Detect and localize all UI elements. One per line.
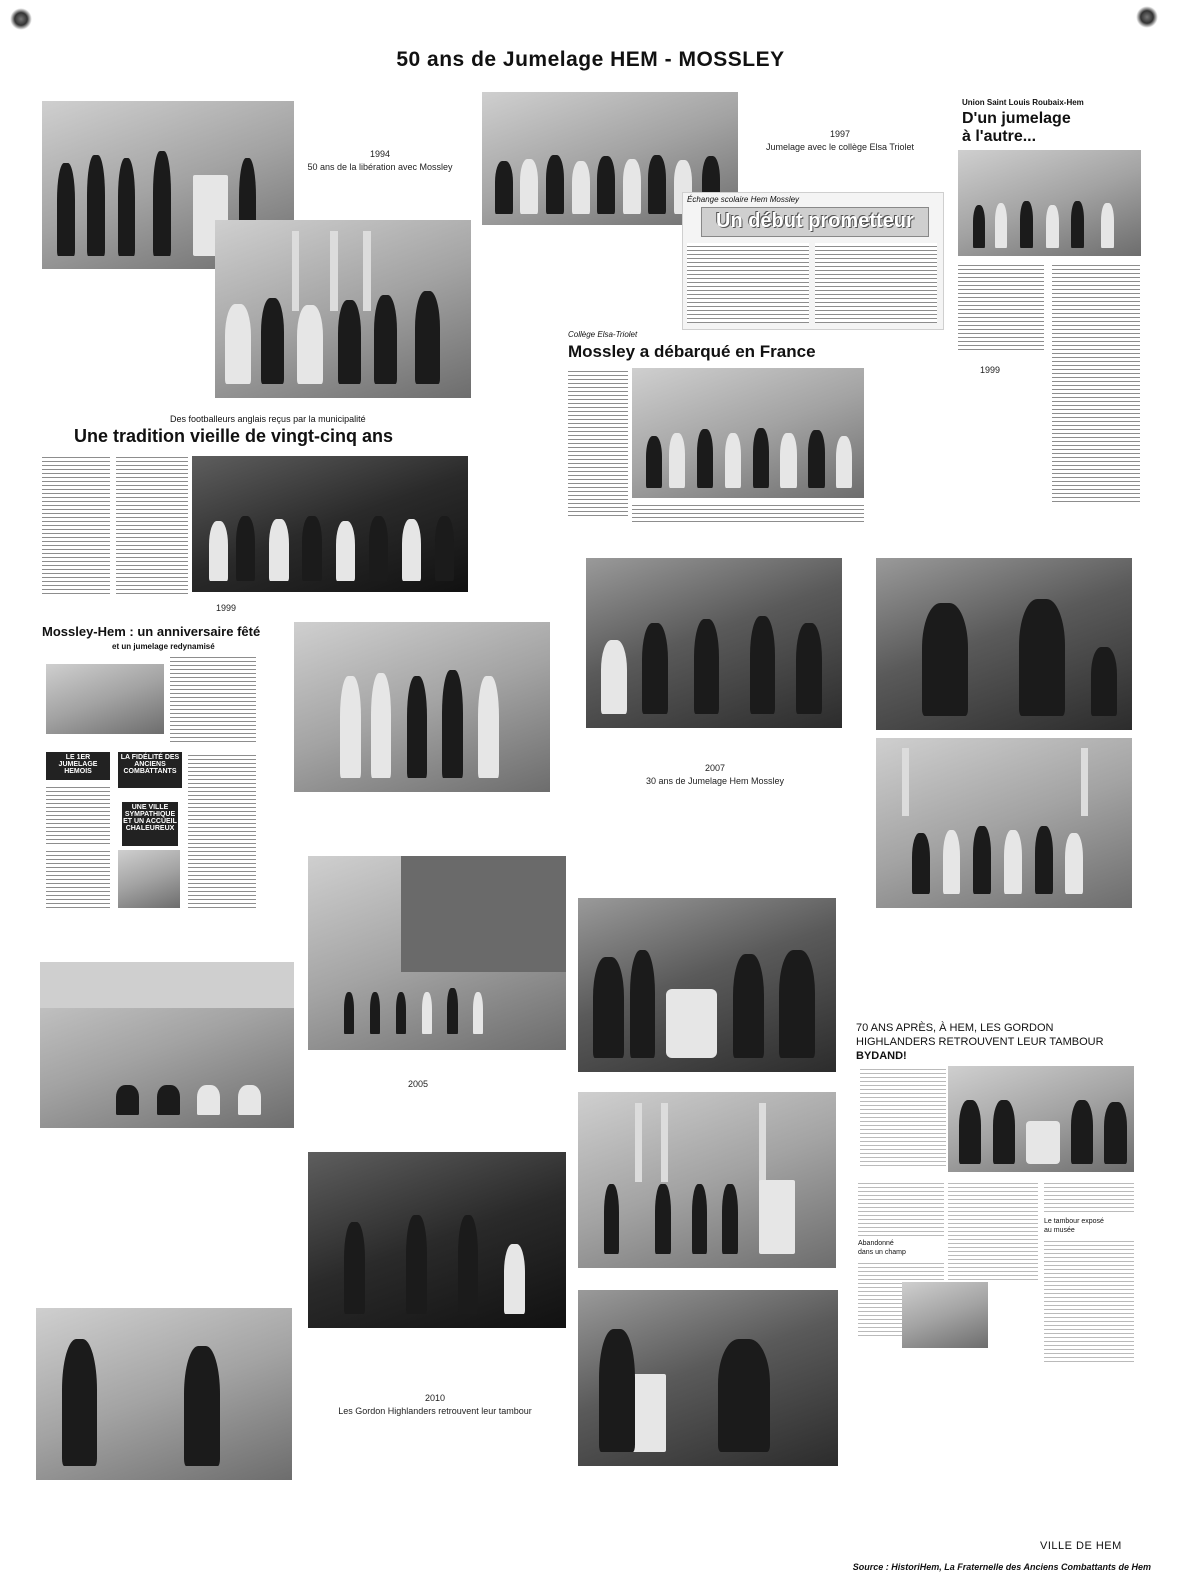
photo-footballers [192, 456, 468, 592]
caption-year: 1999 [215, 603, 237, 613]
clipping-echange-scolaire [682, 192, 944, 330]
photo-1994-veterans [215, 220, 471, 398]
photo-gordon-drum [902, 1282, 988, 1348]
clipping-headline: HIGHLANDERS RETROUVENT LEUR TAMBOUR [856, 1036, 1104, 1048]
photo-usl-team [958, 150, 1141, 256]
clipping-headline: à l'autre... [962, 128, 1037, 145]
clipping-box: LE 1ER JUMELAGE HEMOIS [46, 752, 110, 780]
photo-2010-drummer [36, 1308, 292, 1480]
clipping-headline: Une tradition vieille de vingt-cinq ans [74, 426, 394, 446]
pin-icon [1136, 6, 1158, 28]
caption-year: 2005 [407, 1079, 429, 1089]
ville-de-hem-logo: VILLE DE HEM [1040, 1540, 1122, 1552]
caption-text: Les Gordon Highlanders retrouvent leur tambour [338, 1406, 532, 1416]
photo-gordon-article [948, 1066, 1134, 1172]
photo-2007-group [876, 738, 1132, 908]
photo-gordon-drum-presentation [578, 898, 836, 1072]
clipping-headline: Un début prometteur [716, 210, 914, 232]
caption-year: 2010 [424, 1393, 446, 1403]
caption-year: 1999 [979, 365, 1001, 375]
caption-text: 50 ans de la libération avec Mossley [307, 162, 453, 172]
caption-year: 1997 [829, 129, 851, 139]
clipping-headline: Mossley a débarqué en France [568, 342, 816, 361]
photo-2005-cricket [40, 962, 294, 1128]
photo-2007-officials [876, 558, 1132, 730]
clipping-football-text [116, 454, 188, 594]
clipping-headline-box [701, 207, 929, 237]
clipping-mossley-hem [42, 624, 260, 910]
clipping-kicker: Des footballeurs anglais reçus par la municipalité [170, 414, 366, 424]
clipping-box: LA FIDÉLITÉ DES ANCIENS COMBATTANTS [118, 752, 182, 788]
clipping-subhead: et un jumelage redynamisé [112, 642, 215, 651]
clipping-kicker: Collège Elsa-Triolet [568, 330, 638, 339]
clipping-headline: 70 ANS APRÈS, À HEM, LES GORDON [856, 1022, 1054, 1034]
photo-mossley-town [46, 664, 164, 734]
photo-2010-pipers [308, 1152, 566, 1328]
clipping-subhead: dans un champ [858, 1249, 906, 1256]
photo-gordon-certificate [578, 1290, 838, 1466]
clipping-elsa-triolet [566, 330, 866, 526]
clipping-union-saint-louis [956, 94, 1146, 504]
photo-morris-men [294, 622, 550, 792]
clipping-subhead: Le tambour exposé [1044, 1218, 1104, 1225]
pin-icon [10, 8, 32, 30]
caption-text: 30 ans de Jumelage Hem Mossley [645, 776, 785, 786]
clipping-headline: D'un jumelage [962, 110, 1071, 127]
clipping-kicker: Union Saint Louis Roubaix-Hem [962, 98, 1084, 107]
clipping-box: UNE VILLE SYMPATHIQUE ET UN ACCUEIL CHALEUREUX [122, 802, 178, 846]
caption-year: 2007 [704, 763, 726, 773]
photo-2005-parade [308, 856, 566, 1050]
caption-year: 1994 [369, 149, 391, 159]
photo-2007-mayors [586, 558, 842, 728]
clipping-gordon-highlanders [848, 1020, 1140, 1372]
clipping-subhead: au musée [1044, 1227, 1075, 1234]
photo-gordon-ceremony [578, 1092, 836, 1268]
clipping-kicker: Échange scolaire Hem Mossley [687, 195, 800, 204]
caption-text: Jumelage avec le collège Elsa Triolet [765, 142, 915, 152]
clipping-headline: Mossley-Hem : un anniversaire fêté [42, 624, 260, 639]
photo-mossley-street [118, 850, 180, 908]
clipping-subhead: Abandonné [858, 1240, 894, 1247]
page-title: 50 ans de Jumelage HEM - MOSSLEY [396, 48, 785, 71]
clipping-headline: BYDAND! [856, 1050, 907, 1062]
clipping-football-text [42, 454, 110, 594]
photo-elsa-students [632, 368, 864, 498]
source-credit: Source : HistoriHem, La Fraternelle des Anciens Combattants de Hem [852, 1562, 1151, 1572]
